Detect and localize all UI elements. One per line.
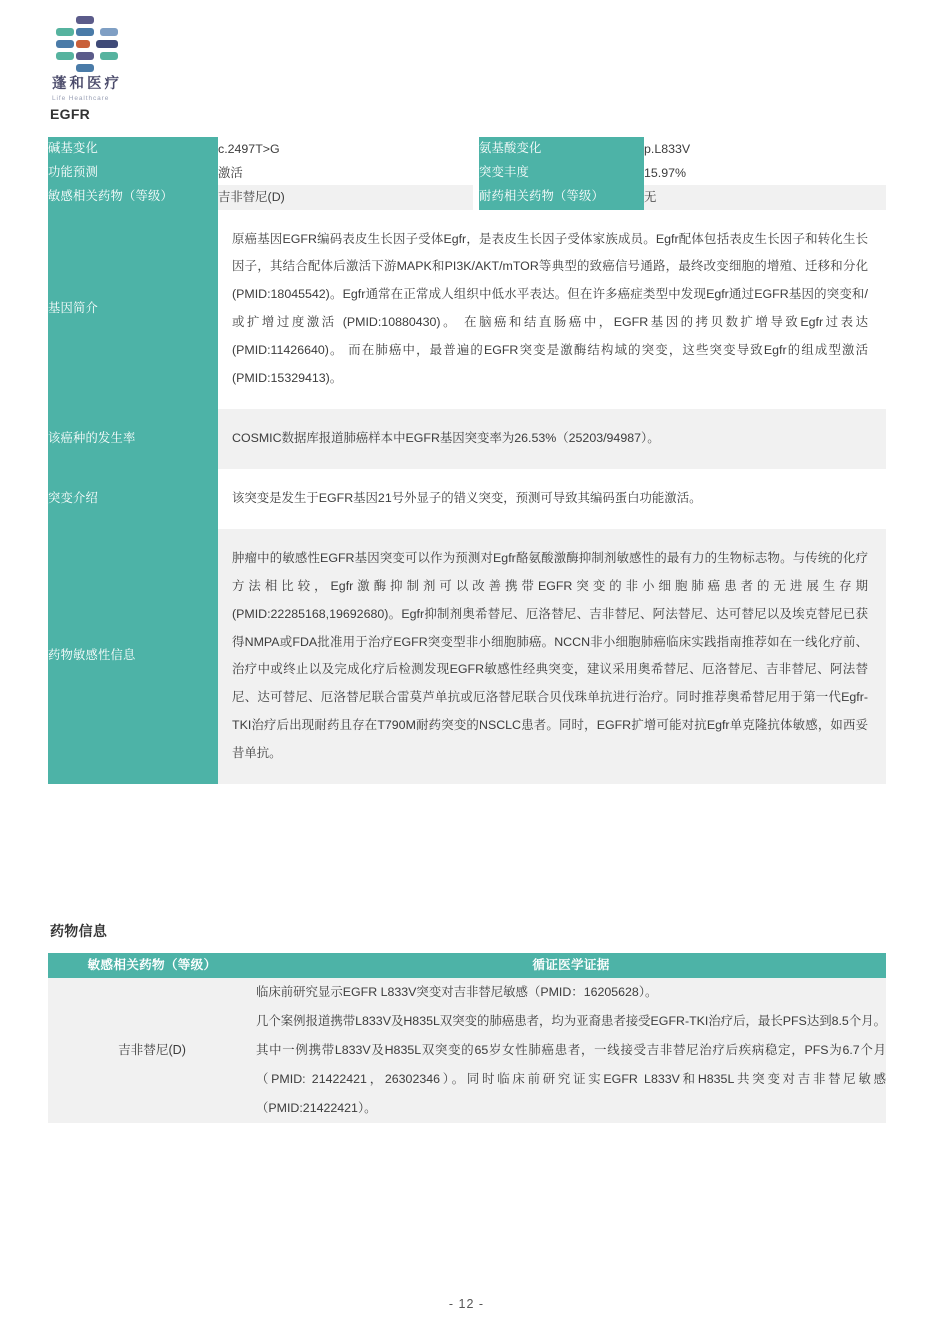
gene-section-title: EGFR: [50, 106, 91, 122]
logo-cell-2: [76, 28, 94, 36]
drug-evidence-cell: [256, 978, 886, 1124]
table-row: [48, 137, 886, 161]
table-row: [48, 161, 886, 185]
logo-cell-5: [76, 40, 90, 48]
row-value-drug-sensitivity: 肿瘤中的敏感性EGFR基因突变可以作为预测对Egfr酪氨酸激酶抑制剂敏感性的最有力的生物标志物。与传统的化疗方法相比较，Egfr激酶抑制剂可以改善携带EGFR突变的非小细胞肺癌患者的无进展生存期 (PMID:22285168,19692680)。Egfr抑制剂奥希替尼、厄洛替尼、吉非替尼、阿法替尼、达可替尼以及埃克替尼已获得NMPA或FDA批准用于治疗EGFR突变型非小细胞肺癌。NCCN非小细胞肺癌临床实践指南推荐如在一线化疗前、治疗中或终止以及完成化疗后检测发现EGFR敏感性经典突变，建议采用奥希替尼、厄洛替尼、吉非替尼、阿法替尼、达可替尼、厄洛替尼联合雷莫芦单抗或厄洛替尼联合贝伐珠单抗进行治疗。同时推荐奥希替尼用于第一代Egfr-TKI治疗后出现耐药且存在T790M耐药突变的NSCLC患者。同时，EGFR扩增可能对抗Egfr单克隆抗体敏感，如西妥昔单抗。: [218, 529, 886, 784]
table-row: [48, 469, 886, 529]
drug-section-title: 药物信息: [50, 923, 108, 939]
row-value-sensitive-drugs: 吉非替尼(D): [218, 185, 473, 209]
logo-cell-8: [76, 52, 94, 60]
row-label-gene-intro: 基因简介: [48, 210, 218, 409]
table-row: [48, 210, 886, 409]
table-row: [48, 185, 886, 209]
row-label-incidence: 该癌种的发生率: [48, 409, 218, 469]
row-label-resistant-drugs: 耐药相关药物（等级）: [479, 185, 644, 209]
row-value-base-change: c.2497T>G: [218, 137, 473, 161]
logo-wordmark-cn: 蓬和医疗: [52, 76, 122, 92]
drug-info-table: [48, 953, 886, 1123]
row-label-amino-acid-change: 氨基酸变化: [479, 137, 644, 161]
row-label-drug-sensitivity: 药物敏感性信息: [48, 529, 218, 784]
logo-cell-3: [100, 28, 118, 36]
row-label-sensitive-drugs: 敏感相关药物（等级）: [48, 185, 218, 209]
column-header-drug: 敏感相关药物（等级）: [48, 953, 256, 978]
table-header-row: [48, 953, 886, 978]
table-row: [48, 978, 886, 1124]
row-label-mutation-abundance: 突变丰度: [479, 161, 644, 185]
row-value-resistant-drugs: 无: [644, 185, 886, 209]
logo-wordmark-en: Life Healthcare: [52, 95, 110, 102]
table-row: [48, 529, 886, 784]
drug-name-cell: 吉非替尼(D): [48, 978, 256, 1124]
logo-grid-icon: [56, 16, 134, 68]
row-value-gene-intro: 原癌基因EGFR编码表皮生长因子受体Egfr，是表皮生长因子受体家族成员。Egfr配体包括表皮生长因子和转化生长因子，其结合配体后激活下游MAPK和PI3K/AKT/mTOR等典型的致癌信号通路，最终改变细胞的增殖、迁移和分化 (PMID:18045542)。Egfr通常在正常成人组织中低水平表达。但在许多癌症类型中发现Egfr通过EGFR基因的突变和/或扩增过度激活 (PMID:10880430)。 在脑癌和结直肠癌中，EGFR基因的拷贝数扩增导致Egfr过表达 (PMID:11426640)。 而在肺癌中，最普遍的EGFR突变是激酶结构域的突变，这些突变导致Egfr的组成型激活 (PMID:15329413)。: [218, 210, 886, 409]
row-value-mutation-intro: 该突变是发生于EGFR基因21号外显子的错义突变，预测可导致其编码蛋白功能激活。: [218, 469, 886, 529]
row-value-mutation-abundance: 15.97%: [644, 161, 886, 185]
evidence-paragraph: 几个案例报道携带L833V及H835L双突变的肺癌患者，均为亚裔患者接受EGFR-TKI治疗后，最长PFS达到8.5个月。其中一例携带L833V及H835L双突变的65岁女性肺癌患者，一线接受吉非替尼治疗后疾病稳定，PFS为6.7个月（PMID: 21422421，26302346）。同时临床前研究证实EGFR L833V和H835L共突变对吉非替尼敏感（PMID:21422421）。: [256, 1013, 886, 1116]
row-label-base-change: 碱基变化: [48, 137, 218, 161]
gene-info-table: [48, 137, 886, 784]
logo-cell-0: [76, 16, 94, 24]
company-logo: [52, 16, 172, 102]
logo-cell-4: [56, 40, 74, 48]
table-row: [48, 409, 886, 469]
logo-cell-6: [96, 40, 118, 48]
row-label-function-prediction: 功能预测: [48, 161, 218, 185]
logo-cell-10: [76, 64, 94, 72]
row-label-mutation-intro: 突变介绍: [48, 469, 218, 529]
logo-cell-9: [100, 52, 118, 60]
evidence-paragraph: 临床前研究显示EGFR L833V突变对吉非替尼敏感（PMID：16205628）。: [256, 984, 658, 999]
row-value-incidence: COSMIC数据库报道肺癌样本中EGFR基因突变率为26.53%（25203/94987）。: [218, 409, 886, 469]
column-header-evidence: 循证医学证据: [256, 953, 886, 978]
logo-cell-1: [56, 28, 74, 36]
page-number: - 12 -: [448, 1297, 485, 1311]
row-value-function-prediction: 激活: [218, 161, 473, 185]
row-value-amino-acid-change: p.L833V: [644, 137, 886, 161]
logo-cell-7: [56, 52, 74, 60]
